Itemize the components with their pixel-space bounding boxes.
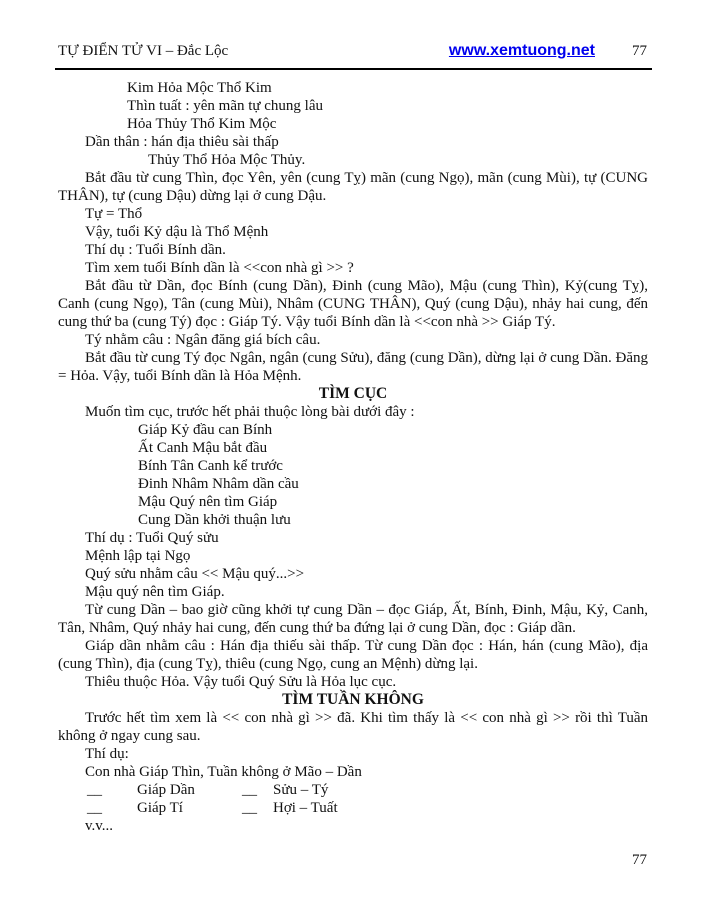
text-line: Đinh Nhâm Nhâm dần cầu [138,476,299,492]
example-cell: Giáp Tí [137,800,183,816]
website-link[interactable]: www.xemtuong.net [448,42,595,59]
example-cell: Sửu – Tý [273,782,329,798]
text-line: Dần thân : hán địa thiêu sài thấp [85,134,279,150]
text-line: Tìm xem tuổi Bính dần là <<con nhà gì >> ? [85,260,354,276]
text-line: Con nhà Giáp Thìn, Tuần không ở Mão – Dần [85,764,362,780]
text-line: Hỏa Thủy Thổ Kim Mộc [127,116,277,132]
paragraph: Bắt đầu từ Dần, đọc Bính (cung Dần), Đinh (cung Mão), Mậu (cung Thìn), Kỷ(cung Tỵ), Canh (cung Ngọ), Tân (cung Mùi), Nhâm (CUNG THÂN), Quý (cung Dậu), nhảy hai cung, đến cung thứ ba (cung Tý) đọc : Giáp Tý. Vậy tuổi Bính dần là <<con nhà >> Giáp Tý. [58,278,648,330]
document-title: TỰ ĐIỂN TỬ VI – Đắc Lộc [58,43,229,59]
text-line: Thìn tuất : yên mãn tự chung lâu [127,98,324,114]
example-cell: __ [242,800,257,816]
paragraph: Bắt đầu từ cung Thìn, đọc Yên, yên (cung Tỵ) mãn (cung Ngọ), mãn (cung Mùi), tự (CUNG THÂN), tự (cung Dậu) dừng lại ở cung Dậu. [58,170,648,204]
text-line: Thủy Thổ Hỏa Mộc Thủy. [148,152,306,168]
example-cell: Hợi – Tuất [273,800,338,816]
text-line: Bính Tân Canh kể trước [138,458,283,474]
paragraph: Từ cung Dần – bao giờ cũng khởi tự cung Dần – đọc Giáp, Ất, Bính, Đinh, Mậu, Kỷ, Canh, Tân, Nhâm, Quý nhảy hai cung, đến cung thứ ba đứng lại ở cung Dần, đọc : Giáp dần. [58,602,648,636]
text-line: Kim Hỏa Mộc Thổ Kim [127,80,272,96]
text-line: v.v... [85,818,114,834]
text-line: Cung Dần khởi thuận lưu [138,512,291,528]
text-line: Vậy, tuổi Kỷ dậu là Thổ Mệnh [85,224,269,240]
text-line: Mậu Quý nên tìm Giáp [138,494,278,510]
text-line: Tự = Thổ [85,206,143,222]
example-cell: Giáp Dần [137,782,195,798]
text-line: Thiêu thuộc Hỏa. Vậy tuổi Quý Sửu là Hỏa lục cục. [85,674,397,690]
paragraph: Trước hết tìm xem là << con nhà gì >> đã. Khi tìm thấy là << con nhà gì >> rồi thì Tuần không ở ngay cung sau. [58,710,648,744]
text-line: Tý nhằm câu : Ngân đăng giá bích câu. [85,332,321,348]
footer-page-number: 77 [632,852,647,868]
text-line: Thí dụ : Tuổi Bính dần. [85,242,226,258]
example-cell: __ [87,800,102,816]
example-row [58,799,648,817]
example-cell: __ [242,782,257,798]
text-line: Quý sửu nhằm câu << Mậu quý...>> [85,566,305,582]
text-line: Ất Canh Mậu bắt đầu [138,440,268,456]
text-line: Thí dụ: [85,746,129,762]
page-header [58,42,647,60]
header-page-number: 77 [632,43,647,59]
text-line: Mệnh lập tại Ngọ [85,548,191,564]
text-line: Muốn tìm cục, trước hết phải thuộc lòng bài dưới đây : [85,404,415,420]
paragraph: Giáp dần nhằm câu : Hán địa thiếu sài thấp. Từ cung Dần đọc : Hán, hán (cung Mão), địa (cung Thìn), địa (cung Tỵ), thiêu (cung Ngọ, cung an Mệnh) dừng lại. [58,638,648,672]
text-line: Giáp Kỷ đầu can Bính [138,422,273,438]
paragraph: Bắt đầu từ cung Tý đọc Ngân, ngân (cung Sửu), đăng (cung Dần), dừng lại ở cung Dần. Đăng = Hỏa. Vậy, tuổi Bính dần là Hỏa Mệnh. [58,350,648,384]
example-cell: __ [87,782,102,798]
document-body [58,79,648,835]
section-heading: TÌM CỤC [318,385,388,402]
header-rule [55,68,652,70]
text-line: Mậu quý nên tìm Giáp. [85,584,225,600]
text-line: Thí dụ : Tuổi Quý sửu [85,530,219,546]
section-heading: TÌM TUẦN KHÔNG [282,691,424,708]
example-row [58,781,648,799]
